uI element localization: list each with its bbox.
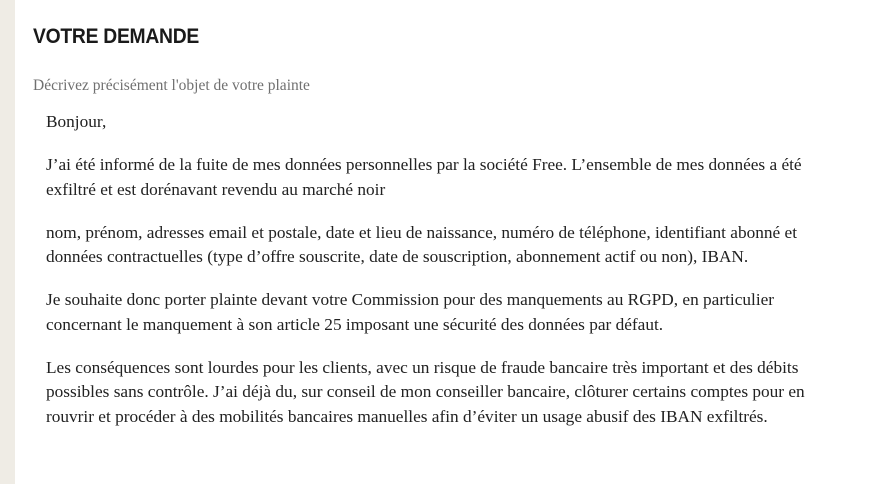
- complaint-paragraph-request: Je souhaite donc porter plainte devant votre Commission pour des manquements au RGPD, en particulier concernant le manquement à son article 25 imposant une sécurité des données par défaut.: [46, 290, 775, 334]
- complaint-field-label: Décrivez précisément l'objet de votre plainte: [33, 77, 310, 94]
- complaint-form-page: [15, 0, 877, 484]
- complaint-paragraph-consequences: Les conséquences sont lourdes pour les clients, avec un risque de fraude bancaire très important et des débits possibles sans contrôle. J’ai déjà du, sur conseil de mon conseiller bancaire, clôturer certains comptes pour en rouvrir et procéder à des mobilités bancaires manuelles afin d’éviter un usage abusif des IBAN exfiltrés.: [46, 357, 805, 426]
- complaint-textarea[interactable]: [33, 110, 859, 430]
- complaint-paragraph-data-list: nom, prénom, adresses email et postale, date et lieu de naissance, numéro de téléphone, identifiant abonné et données contractuelles (type d’offre souscrite, date de souscription, abonnement actif ou non), IBAN.: [46, 222, 797, 267]
- section-title: VOTRE DEMANDE: [33, 25, 200, 48]
- complaint-paragraph-greeting: Bonjour,: [46, 112, 107, 131]
- complaint-paragraph-leak: J’ai été informé de la fuite de mes données personnelles par la société Free. L’ensemble de mes données a été exfiltré et est dorénavant revendu au marché noir: [46, 154, 802, 199]
